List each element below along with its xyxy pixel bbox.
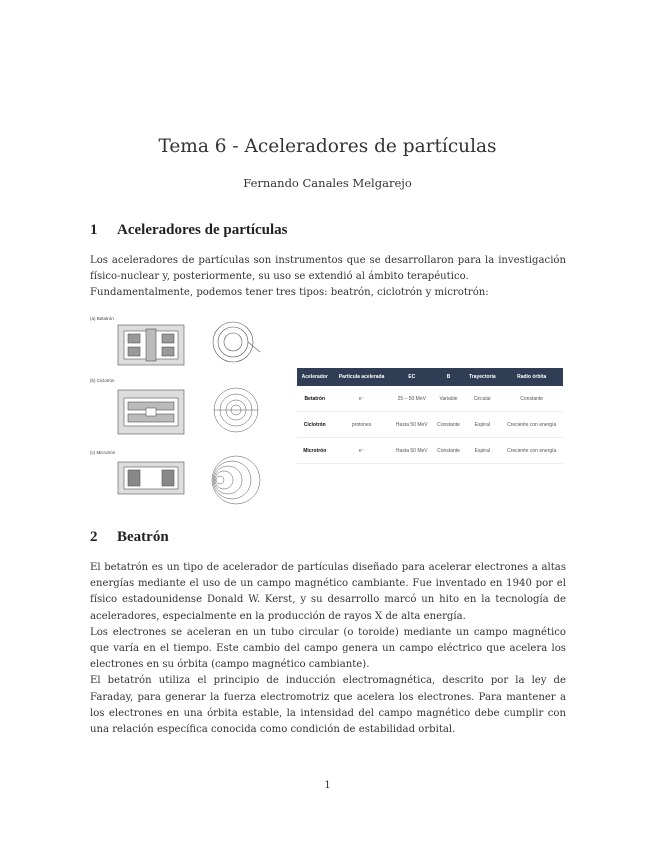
cyclotron-spiral-view [214,388,258,432]
table-header-cell: EC [391,368,433,386]
microtron-cross-section [118,462,184,494]
table-cell: Hasta 50 MeV [391,438,433,464]
table-cell: Creciente con energía [500,412,563,438]
table-header-cell: Partícula acelerada [332,368,390,386]
table-cell: Circular [464,386,500,412]
table-cell: Hasta 50 MeV [391,412,433,438]
paragraph: Los aceleradores de partículas son instrumentos que se desarrollaron para la investigación físico-nuclear y, posteriormente, su uso se extendió al ámbito terapéutico. [90,255,566,283]
table-cell: Espiral [464,412,500,438]
paragraph: Los electrones se aceleran en un tubo circular (o toroide) mediante un campo magnético que varía en el tiempo. Este cambio del campo genera un campo eléctrico que acelera los electrones en su órbita (campo magnético cambiante). [90,626,566,671]
table-cell: Microtrón [297,438,332,464]
table-header-cell: Trayectoria [464,368,500,386]
page-number: 1 [324,780,331,791]
table-cell: e⁻ [332,386,390,412]
section-2-number: 2 [90,529,98,545]
microtron-orbits-view [212,456,260,504]
accelerator-comparison-table [297,368,563,464]
document-title: Tema 6 - Aceleradores de partículas [158,136,497,157]
section-2-heading [90,529,169,546]
paragraph: Fundamentalmente, podemos tener tres tipos: beatrón, ciclotrón y microtrón: [90,287,489,299]
paragraph: El betatrón utiliza el principio de inducción electromagnética, descrito por la ley de Faraday, para generar la fuerza electromotriz que acelera los electrones. Para mantener a los electrones en una órbita estable, la intensidad del campo magnético debe cumplir con una relación específica conocida como condición de estabilidad orbital. [90,675,566,736]
betatron-cross-section [118,325,184,365]
section-2-title: Beatrón [117,529,169,545]
figure-label-cyclotron: (b) Ciclotrón [90,378,115,383]
paragraph: El betatrón es un tipo de acelerador de partículas diseñado para acelerar electrones a altas energías mediante el uso de un campo magnético cambiante. Fue inventado en 1940 por el físico estadounidense Donald W. Kerst, y su desarrollo marcó un hito en la tecnología de aceleradores, especialmente en la producción de rayos X de alta energía. [90,562,566,622]
section-1-title: Aceleradores de partículas [117,222,288,238]
table-cell: Variable [433,386,465,412]
betatron-top-view [213,322,260,362]
table-cell: Ciclotrón [297,412,332,438]
accelerator-diagrams-figure [88,312,288,508]
table-header-cell: Acelerador [297,368,332,386]
table-row [297,438,563,464]
document-author: Fernando Canales Melgarejo [243,176,412,190]
table-header-cell: Radio órbita [500,368,563,386]
table-cell: Constante [433,412,465,438]
figure-label-betatron: (a) Betatrón [90,316,114,321]
section-1-heading [90,222,288,239]
table-cell: e⁻ [332,438,390,464]
cyclotron-cross-section [118,390,184,434]
table-cell: Espiral [464,438,500,464]
table-cell: Creciente con energía [500,438,563,464]
section-2-body [90,560,566,738]
table-cell: Constante [500,386,563,412]
table-header-row [297,368,563,386]
table-row [297,386,563,412]
figure-label-microtron: (c) Microtrón [90,450,116,455]
table-header-cell: B [433,368,465,386]
table-cell: Constante [433,438,465,464]
table-cell: Betatrón [297,386,332,412]
section-1-body [90,253,566,302]
table-row [297,412,563,438]
table-cell: 25 – 50 MeV [391,386,433,412]
section-1-number: 1 [90,222,98,238]
table-cell: protones [332,412,390,438]
